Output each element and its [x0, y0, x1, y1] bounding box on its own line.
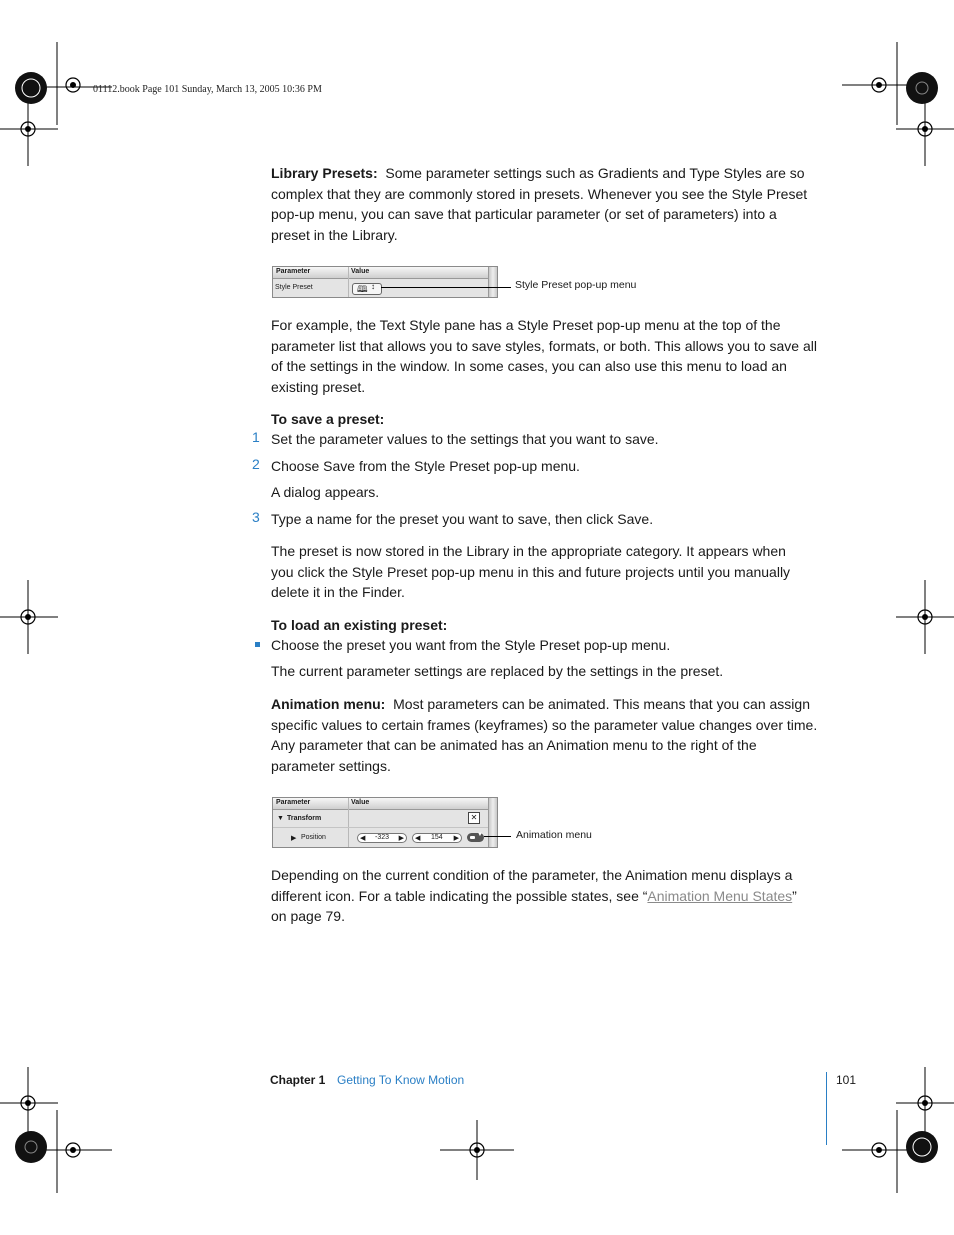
scrollbar[interactable]	[488, 798, 497, 847]
text-line: pop-up menu, you can save that particular parameter (or set of parameters) into a	[271, 206, 777, 222]
figure-header	[273, 798, 489, 810]
callout-line	[484, 836, 511, 837]
library-presets-term: Library Presets:	[271, 165, 378, 181]
text-line: complex that they are commonly stored in presets. Whenever you see the Style Preset	[271, 185, 808, 202]
transform-row-label: Transform	[287, 815, 322, 822]
decrement-icon[interactable]: ◀	[360, 835, 366, 842]
bullet-text: Choose the preset you want from the Style Preset pop-up menu.	[271, 637, 671, 653]
page-number: 101	[836, 1073, 857, 1087]
text-line: you click the Style Preset pop-up menu in this and future projects until you manually	[271, 563, 791, 580]
text-line: The preset is now stored in the Library in the appropriate category. It appears when	[271, 543, 786, 559]
scrollbar[interactable]	[488, 267, 497, 297]
animation-menu-term: Animation menu:	[271, 696, 386, 712]
chevron-down-icon: ▼	[477, 832, 483, 838]
library-presets-paragraph	[271, 163, 831, 245]
figure-header	[273, 267, 489, 279]
text-line: of the settings in the window. In some cases, you can also use this menu to load an	[271, 358, 787, 374]
text-line: Some parameter settings such as Gradients and Type Styles are so	[385, 165, 805, 181]
print-header: 01112.book Page 101 Sunday, March 13, 2005 10:36 PM	[93, 84, 322, 95]
animation-menu-paragraph	[271, 694, 831, 776]
text-line: Most parameters can be animated. This means that you can assign	[393, 696, 810, 712]
book-icon: 🕮	[357, 284, 368, 294]
footer-chapter-title: Getting To Know Motion	[337, 1073, 465, 1087]
position-x-value: -323	[375, 834, 390, 841]
style-preset-row-label: Style Preset	[275, 284, 313, 291]
text-line: parameter settings.	[271, 757, 391, 774]
animation-menu-button[interactable]	[467, 833, 484, 842]
text-line: existing preset.	[271, 378, 366, 395]
text-line: preset in the Library.	[271, 226, 398, 243]
disclosure-open-icon[interactable]: ▼	[277, 815, 284, 822]
popup-arrows-icon: ↕	[371, 282, 375, 291]
load-preset-heading: To load an existing preset:	[271, 617, 448, 633]
position-y-field[interactable]	[412, 833, 462, 843]
example-paragraph	[271, 315, 831, 397]
style-preset-figure	[272, 266, 498, 298]
style-preset-popup[interactable]	[352, 283, 382, 295]
animation-menu-callout: Animation menu	[516, 829, 592, 841]
save-preset-heading: To save a preset:	[271, 411, 385, 427]
preset-stored-paragraph	[271, 541, 831, 603]
dash-icon	[470, 836, 475, 839]
step-text: Set the parameter values to the settings that you want to save.	[271, 431, 659, 447]
text-line: For example, the Text Style pane has a Style Preset pop-up menu at the top of the	[271, 317, 781, 333]
column-parameter: Parameter	[276, 799, 311, 806]
increment-icon[interactable]: ▶	[398, 835, 404, 842]
decrement-icon[interactable]: ◀	[415, 835, 421, 842]
bullet-icon	[255, 642, 260, 647]
text-line: on page 79.	[271, 908, 345, 924]
column-value: Value	[351, 268, 370, 275]
column-value: Value	[351, 799, 370, 806]
text-line: specific values to certain frames (keyframes) so the parameter value changes over time.	[271, 716, 818, 733]
depending-paragraph	[271, 865, 831, 927]
text-line: different icon. For a table indicating the possible states, see “	[271, 887, 648, 904]
footer-divider	[826, 1072, 827, 1145]
position-x-field[interactable]	[357, 833, 407, 843]
footer-chapter: Chapter 1	[270, 1073, 326, 1087]
step-number: 2	[252, 456, 260, 472]
column-parameter: Parameter	[276, 268, 311, 275]
position-y-value: 154	[431, 834, 443, 841]
step-number: 3	[252, 509, 260, 525]
step-text: Choose Save from the Style Preset pop-up menu.	[271, 458, 580, 474]
step-text: Type a name for the preset you want to save, then click Save.	[271, 511, 654, 527]
animation-menu-states-link[interactable]: Animation Menu States	[647, 887, 793, 904]
disclosure-closed-icon[interactable]: ▶	[291, 835, 297, 842]
dialog-note: A dialog appears.	[271, 484, 380, 500]
step-number: 1	[252, 429, 260, 445]
text-line: Depending on the current condition of the parameter, the Animation menu displays a	[271, 867, 793, 883]
increment-icon[interactable]: ▶	[453, 835, 459, 842]
style-preset-callout: Style Preset pop-up menu	[515, 279, 637, 291]
text-line: parameter list that allows you to save styles, formats, or both. This allows you to save all	[271, 337, 817, 354]
reset-icon[interactable]: ✕	[468, 812, 480, 824]
load-note: The current parameter settings are replaced by the settings in the preset.	[271, 663, 724, 679]
text-line: Any parameter that can be animated has an Animation menu to the right of the	[271, 737, 757, 753]
animation-menu-figure	[272, 797, 498, 848]
text-line: ”	[792, 887, 797, 904]
position-row-label: Position	[301, 834, 326, 841]
callout-line	[381, 287, 511, 288]
text-line: delete it in the Finder.	[271, 584, 405, 600]
